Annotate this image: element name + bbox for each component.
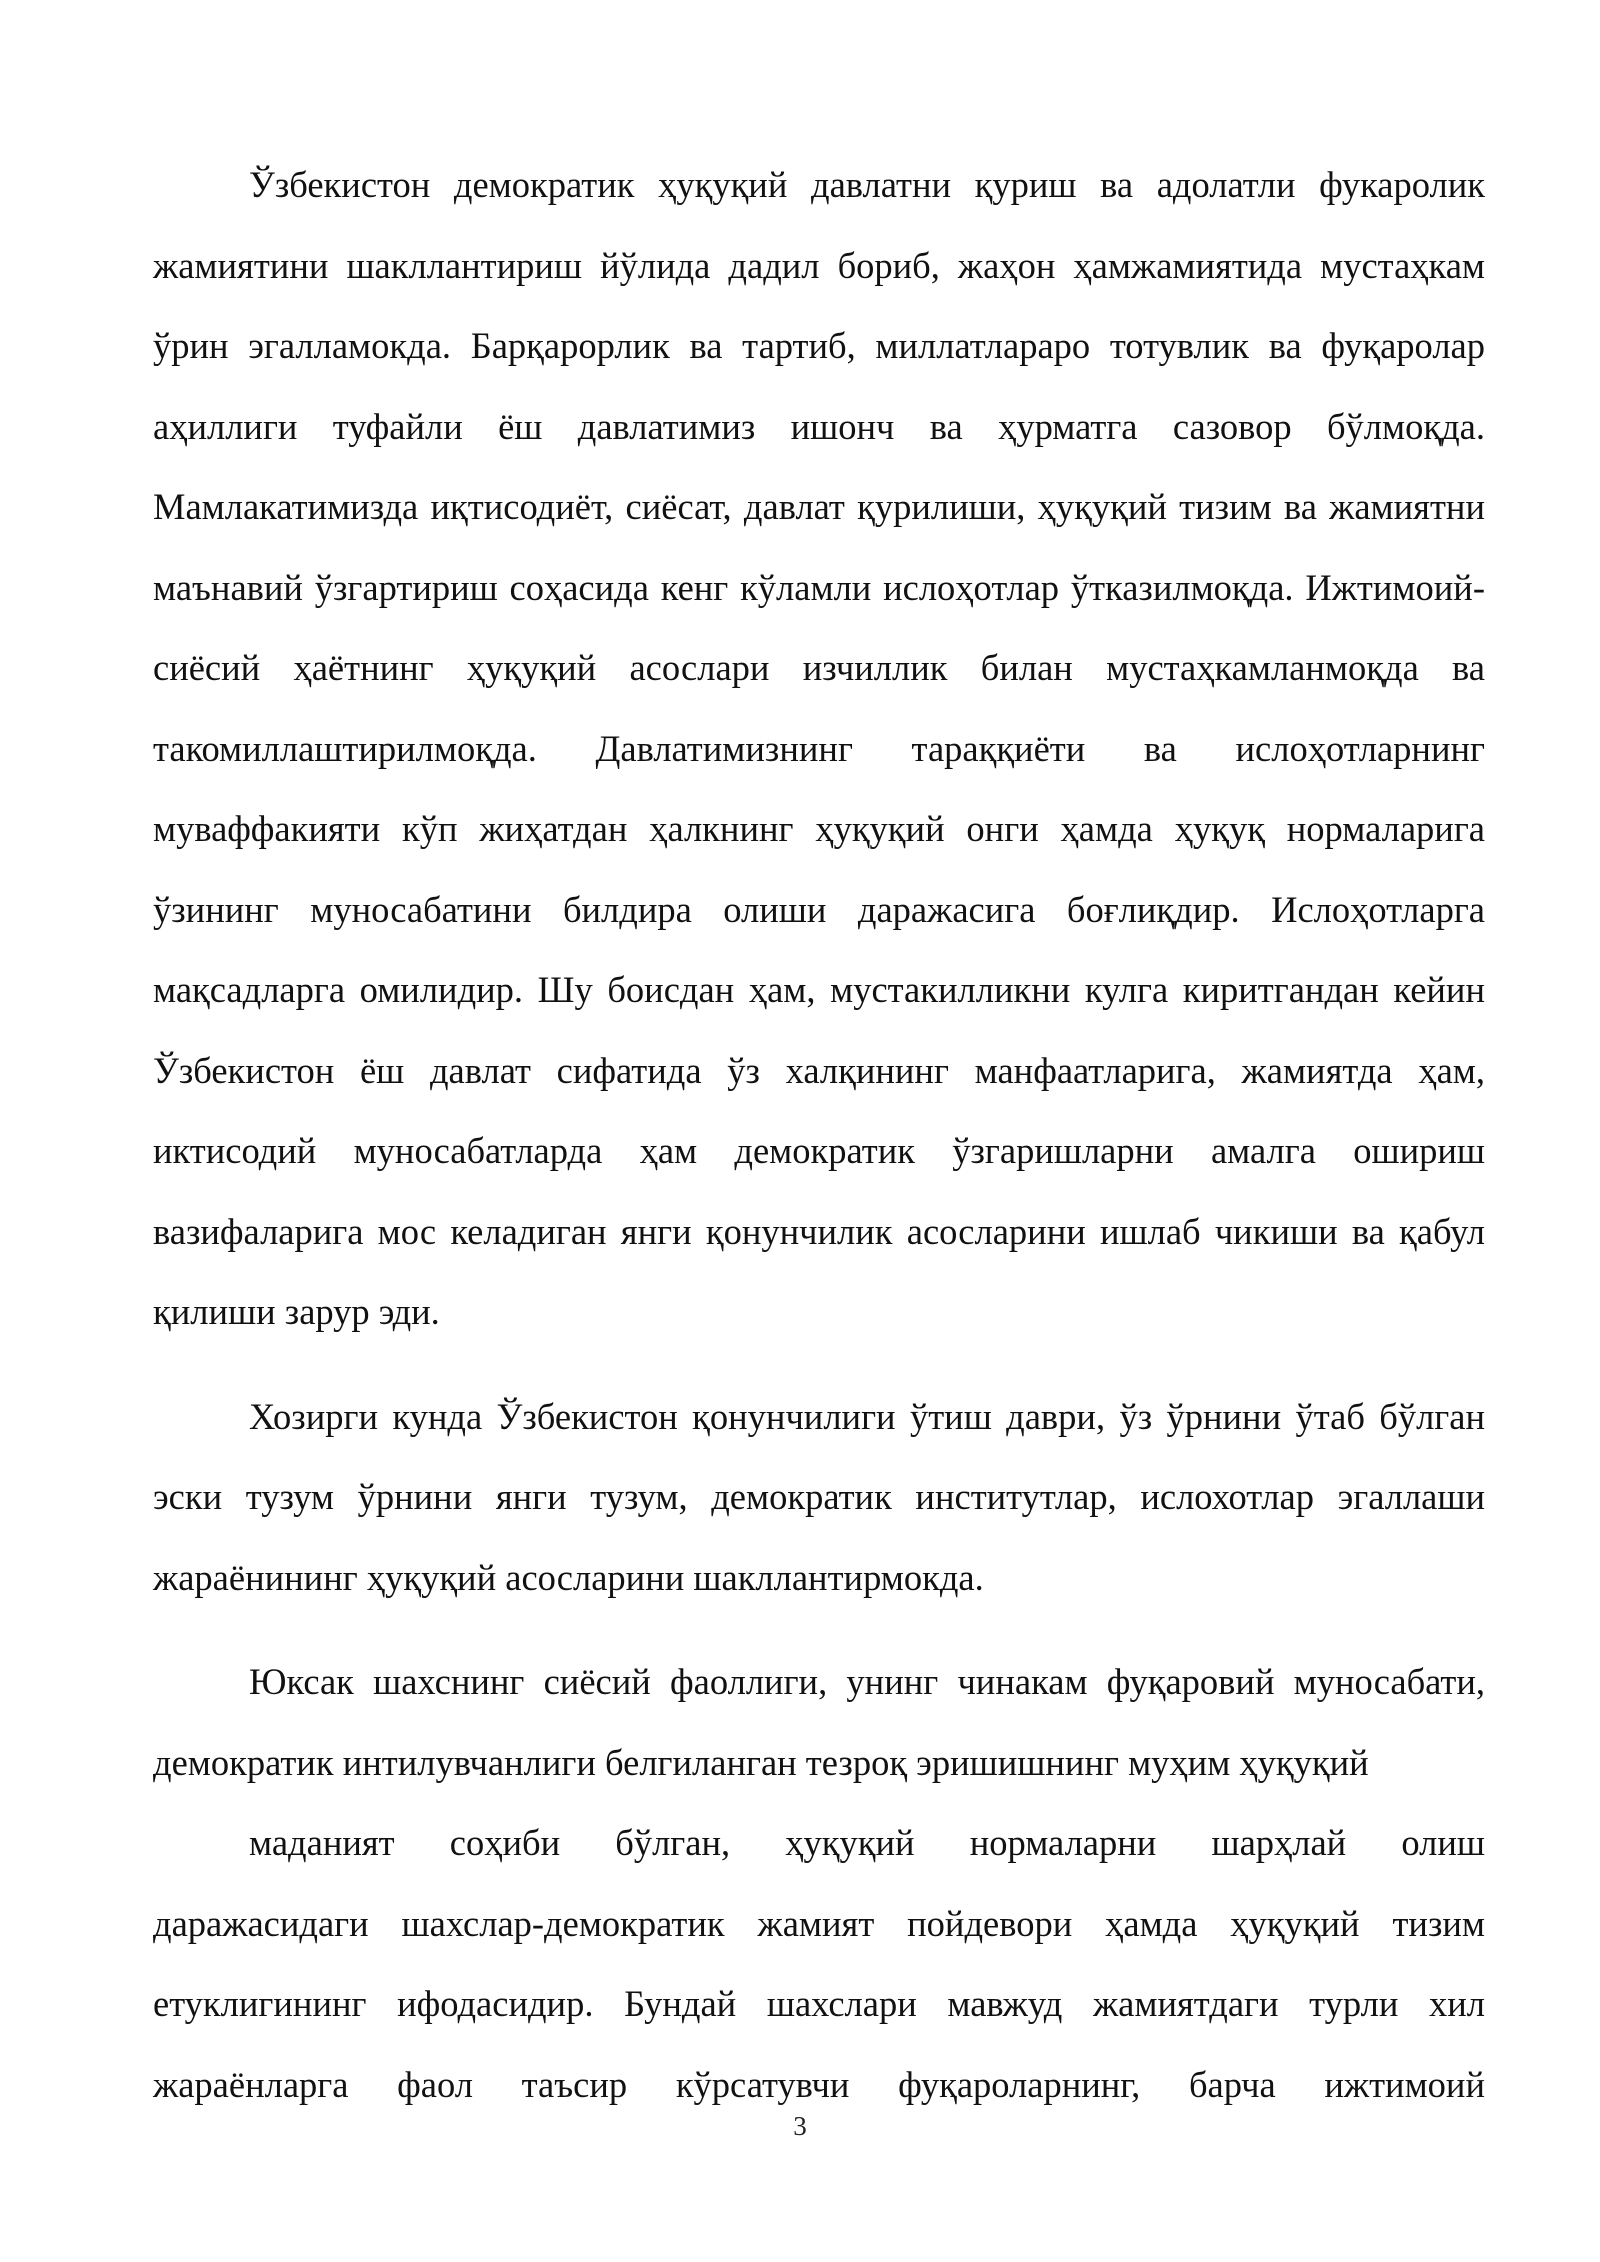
paragraph-3: Юксак шахснинг сиёсий фаоллиги, унинг чинакам фуқаровий муносабати, демократик интилувчанлиги белгиланган тезроқ эришишнинг муҳим ҳуқуқий	[153, 1661, 1485, 1783]
body-text	[153, 145, 1485, 2125]
paragraph-4: маданият соҳиби бўлган, ҳуқуқий нормаларни шарҳлай олиш	[249, 1822, 1485, 1863]
page-number: 3	[793, 2111, 807, 2141]
paragraph-2: Хозирги кунда Ўзбекистон қонунчилиги ўтиш даври, ўз ўрнини ўтаб бўлган эски тузум ўрнини янги тузум, демократик институтлар, ислохотлар эгаллаши жараёнининг ҳуқуқий асосларини шакллантирмокда.	[153, 1395, 1485, 1598]
paragraph-5: даражасидаги шахслар-демократик жамият пойдевори ҳамда ҳуқуқий тизим етуклигининг ифодасидир. Бундай шахслари мавжуд жамиятдаги турли хил жараёнларга фаол таъсир кўрсатувчи фуқароларнинг, барча ижтимоий	[153, 1902, 1485, 2105]
paragraph-1: Ўзбекистон демократик ҳуқуқий давлатни қуриш ва адолатли фукаролик жамиятини шакллантириш йўлида дадил бориб, жаҳон ҳамжамиятида мустаҳкам ўрин эгалламокда. Барқарорлик ва тартиб, миллатлараро тотувлик ва фуқаролар аҳиллиги туфайли ёш давлатимиз ишонч ва ҳурматга сазовор бўлмоқда. Мамлакатимизда иқтисодиёт, сиёсат, давлат қурилиши, ҳуқуқий тизим ва жамиятни маънавий ўзгартириш соҳасида кенг кўламли ислоҳотлар ўтказилмоқда. Ижтимоий-сиёсий ҳаётнинг ҳуқуқий асослари изчиллик билан мустаҳкамланмоқда ва такомиллаштирилмоқда. Давлатимизнинг тараққиёти ва ислоҳотларнинг муваффакияти кўп жиҳатдан ҳалкнинг ҳуқуқий онги ҳамда ҳуқуқ нормаларига ўзининг муносабатини билдира олиши даражасига боғлиқдир. Ислоҳотларга мақсадларга омилидир. Шу боисдан ҳам, мустакилликни кулга киритгандан кейин Ўзбекистон ёш давлат сифатида ўз халқининг манфаатларига, жамиятда ҳам, иктисодий муносабатларда ҳам демократик ўзгаришларни амалга ошириш вазифаларига мос келадиган янги қонунчилик асосларини ишлаб чикиши ва қабул қилиши зарур эди.	[153, 164, 1485, 1332]
